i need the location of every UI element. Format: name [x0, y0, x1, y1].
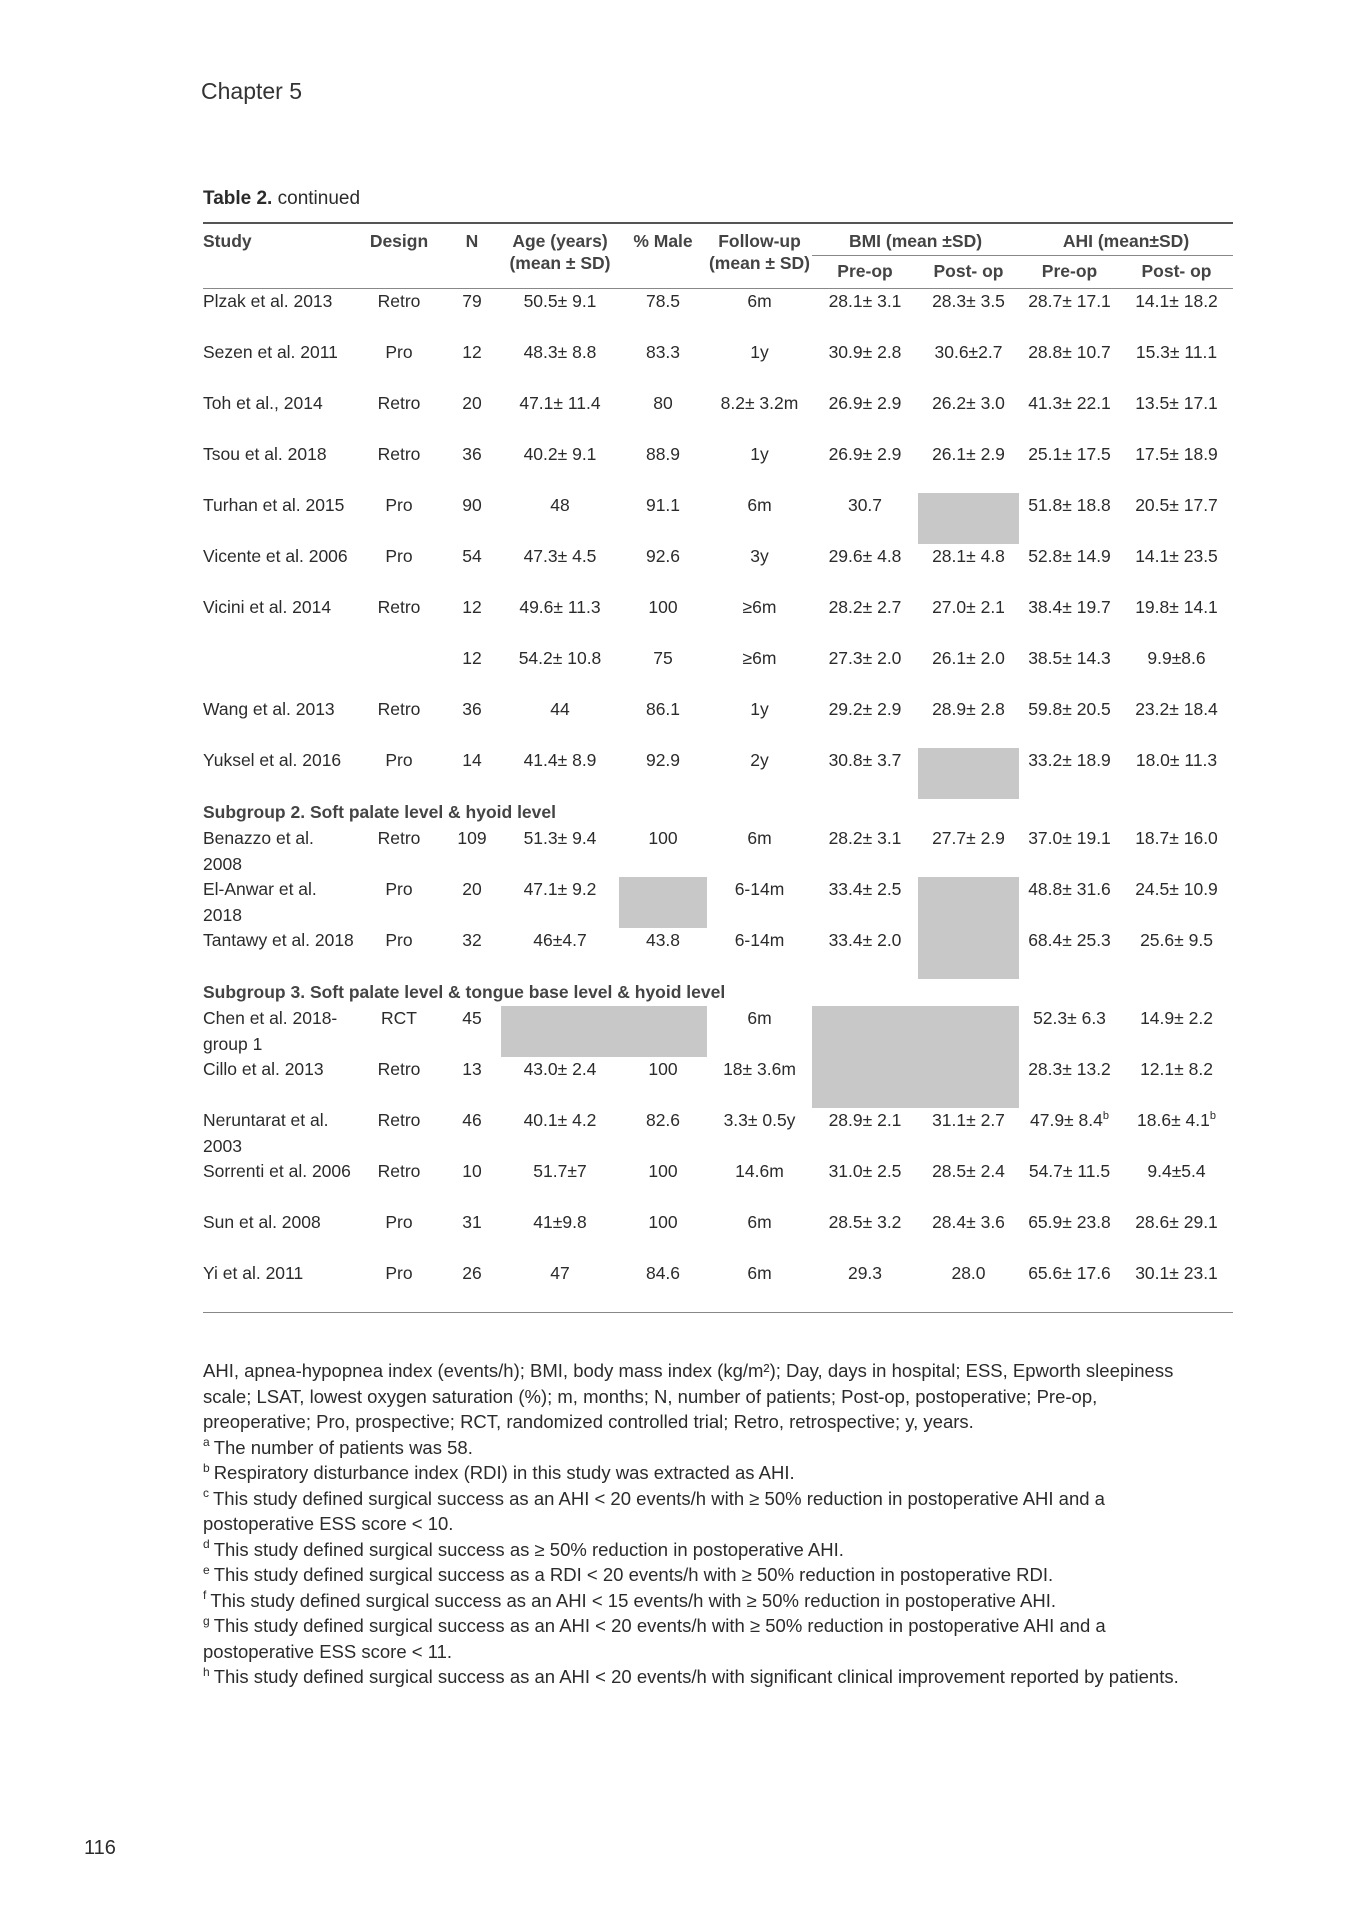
cell-ahi-pre: 52.3± 6.3 [1033, 1008, 1106, 1028]
cell-ahi-pre-value: 47.9± 8.4 [1030, 1110, 1103, 1130]
cell-ahi-post: 13.5± 17.1 [1135, 393, 1218, 413]
cell-n: 109 [457, 828, 487, 848]
footnote-mark: g [203, 1613, 210, 1628]
cell-study: Sun et al. 2008 [203, 1212, 321, 1232]
cell-bmi-post-missing [918, 1057, 1019, 1108]
cell-male: 82.6 [645, 1110, 681, 1130]
cell-ahi-pre: 41.3± 22.1 [1028, 393, 1111, 413]
cell-bmi-pre: 30.7 [847, 495, 883, 515]
table-row [203, 1108, 1233, 1159]
col-header-followup: Follow-up (mean ± SD) [707, 223, 812, 289]
cell-bmi-pre: 29.2± 2.9 [828, 699, 902, 719]
cell-followup: ≥6m [742, 597, 777, 617]
cell-male: 75 [653, 648, 673, 668]
cell-bmi-post: 31.1± 2.7 [932, 1110, 1005, 1130]
cell-followup: 6m [747, 291, 772, 311]
table-row [203, 928, 1233, 979]
cell-study: El-Anwar et al. 2018 [203, 879, 317, 925]
cell-ahi-pre: 38.5± 14.3 [1028, 648, 1111, 668]
col-header-bmi-post: Post- op [918, 256, 1019, 289]
cell-design: Retro [377, 828, 421, 848]
cell-design: Retro [377, 291, 421, 311]
cell-bmi-post: 28.3± 3.5 [932, 291, 1005, 311]
cell-ahi-pre: 38.4± 19.7 [1028, 597, 1111, 617]
table-row [203, 289, 1233, 341]
cell-n: 26 [443, 1261, 501, 1313]
footnote-item [203, 1588, 1193, 1614]
table-row [203, 1057, 1233, 1108]
cell-design: Retro [377, 1059, 421, 1079]
cell-n: 12 [462, 342, 482, 362]
table-row [203, 595, 1233, 646]
cell-bmi-pre: 26.9± 2.9 [828, 444, 902, 464]
cell-male: 92.6 [645, 546, 681, 566]
col-header-ahi-post: Post- op [1120, 256, 1233, 289]
cell-ahi-post: 19.8± 14.1 [1135, 597, 1218, 617]
cell-bmi-post: 28.9± 2.8 [932, 699, 1005, 719]
footnote-mark: d [203, 1537, 210, 1552]
cell-male: 86.1 [645, 699, 681, 719]
cell-ahi-post: 12.1± 8.2 [1140, 1059, 1213, 1079]
cell-followup: 1y [750, 342, 769, 362]
col-header-study: Study [203, 223, 355, 289]
col-header-n: N [443, 223, 501, 289]
cell-male-missing [619, 877, 707, 928]
table-row [203, 544, 1233, 595]
footnote-list [203, 1435, 1193, 1690]
cell-n: 36 [462, 444, 482, 464]
cell-followup: 3.3± 0.5y [723, 1110, 796, 1130]
cell-bmi-post-missing [918, 748, 1019, 799]
footnote-mark: c [203, 1486, 209, 1501]
cell-ahi-pre: 25.1± 17.5 [1028, 444, 1111, 464]
table-row [203, 1159, 1233, 1210]
cell-age: 51.7±7 [533, 1161, 587, 1181]
cell-male: 80 [653, 393, 673, 413]
cell-bmi-post-missing [918, 493, 1019, 544]
cell-ahi-pre: 59.8± 20.5 [1028, 699, 1111, 719]
cell-bmi-post: 27.0± 2.1 [932, 597, 1005, 617]
cell-ahi-pre: 28.7± 17.1 [1028, 291, 1111, 311]
cell-ahi-post: 18.0± 11.3 [1135, 750, 1218, 770]
cell-bmi-pre-missing [812, 1006, 918, 1057]
cell-ahi-post: 25.6± 9.5 [1140, 930, 1213, 950]
cell-study: Vicente et al. 2006 [203, 546, 348, 566]
cell-age: 48 [550, 495, 570, 515]
footnote-mark: e [203, 1562, 210, 1577]
cell-bmi-pre: 33.4± 2.0 [828, 930, 902, 950]
footnote-text: This study defined surgical success as ≥ 50% reduction in postoperative AHI. [213, 1538, 844, 1560]
cell-n: 14 [462, 750, 482, 770]
table-footnotes [203, 1358, 1193, 1690]
col-header-ahi: AHI (mean±SD) [1019, 223, 1233, 256]
cell-study: Sezen et al. 2011 [203, 342, 338, 362]
cell-followup: 3y [750, 546, 769, 566]
cell-study: Plzak et al. 2013 [203, 291, 333, 311]
cell-bmi-pre: 29.3 [812, 1261, 918, 1313]
cell-bmi-pre: 27.3± 2.0 [828, 648, 902, 668]
cell-age-missing [501, 1006, 619, 1057]
footnote-text: This study defined surgical success as an AHI < 15 events/h with ≥ 50% reduction in postoperative AHI. [210, 1589, 1057, 1611]
cell-design: Pro [385, 930, 413, 950]
cell-study: Yi et al. 2011 [203, 1261, 355, 1313]
cell-bmi-post: 30.6±2.7 [934, 342, 1003, 362]
footnote-text: This study defined surgical success as an AHI < 20 events/h with ≥ 50% reduction in postoperative AHI and a postoperative ESS score < 11. [203, 1615, 1106, 1662]
cell-male: 43.8 [645, 930, 681, 950]
cell-design: Retro [377, 699, 421, 719]
cell-age: 41±9.8 [533, 1212, 587, 1232]
table-body [203, 289, 1233, 1313]
chapter-heading: Chapter 5 [201, 78, 303, 104]
cell-followup: 6m [747, 1008, 772, 1028]
cell-n: 32 [462, 930, 482, 950]
cell-ahi-post: 9.9±8.6 [1147, 648, 1206, 668]
footnote-item [203, 1486, 1193, 1537]
cell-design [355, 646, 443, 697]
cell-n: 90 [462, 495, 482, 515]
cell-ahi-post: 15.3± 11.1 [1135, 342, 1218, 362]
cell-ahi-post: 18.7± 16.0 [1135, 828, 1218, 848]
cell-ahi-pre: 33.2± 18.9 [1028, 750, 1111, 770]
cell-design: Pro [385, 495, 413, 515]
abbreviations-note: AHI, apnea-hypopnea index (events/h); BMI, body mass index (kg/m²); Day, days in hospital; ESS, Epworth sleepiness scale; LSAT, lowest oxygen saturation (%); m, months; N, number of patients; Post-op, postoperative; Pre-op, preoperative; Pro, prospective; RCT, randomized controlled trial; Retro, retrospective; y, years. [203, 1360, 1174, 1432]
cell-n: 10 [462, 1161, 482, 1181]
results-table-container [203, 222, 1233, 1313]
cell-study: Yuksel et al. 2016 [203, 750, 342, 770]
cell-ahi-pre: 65.6± 17.6 [1019, 1261, 1120, 1313]
footnote-mark: h [203, 1664, 210, 1679]
cell-male: 78.5 [645, 291, 681, 311]
cell-bmi-pre: 28.1± 3.1 [828, 291, 902, 311]
cell-ahi-pre: 68.4± 25.3 [1028, 930, 1111, 950]
cell-ahi-post: 14.1± 23.5 [1135, 546, 1218, 566]
cell-bmi-post: 27.7± 2.9 [932, 828, 1005, 848]
results-table [203, 222, 1233, 1313]
cell-design: Pro [385, 750, 413, 770]
cell-ahi-pre: 28.8± 10.7 [1028, 342, 1111, 362]
footnote-text: This study defined surgical success as a RDI < 20 events/h with ≥ 50% reduction in postoperative RDI. [213, 1564, 1054, 1585]
col-header-design: Design [355, 223, 443, 289]
col-header-age: Age (years) (mean ± SD) [501, 223, 619, 289]
table-row [203, 697, 1233, 748]
cell-study: Benazzo et al. 2008 [203, 828, 314, 874]
cell-followup: 6-14m [734, 879, 785, 899]
cell-age: 43.0± 2.4 [523, 1059, 597, 1079]
table-row [203, 1006, 1233, 1057]
cell-n: 79 [462, 291, 482, 311]
footnote-item [203, 1613, 1193, 1664]
cell-followup: 14.6m [735, 1161, 784, 1181]
table-caption-label: Table 2. [203, 188, 273, 209]
cell-design: Pro [385, 342, 413, 362]
cell-followup: 6m [747, 1212, 772, 1232]
cell-design: Retro [377, 444, 421, 464]
cell-age: 54.2± 10.8 [518, 648, 602, 668]
cell-bmi-pre: 28.2± 2.7 [828, 597, 902, 617]
subgroup-row [203, 979, 1233, 1006]
cell-bmi-post: 26.1± 2.9 [932, 444, 1005, 464]
cell-study [203, 646, 355, 697]
table-row [203, 493, 1233, 544]
footnote-mark: b [203, 1460, 210, 1475]
footnote-text: This study defined surgical success as an AHI < 20 events/h with ≥ 50% reduction in postoperative AHI and a postoperative ESS score < 10. [203, 1487, 1105, 1534]
cell-ahi-pre: 52.8± 14.9 [1028, 546, 1111, 566]
cell-age: 50.5± 9.1 [523, 291, 597, 311]
cell-design: RCT [381, 1008, 417, 1028]
cell-male: 83.3 [645, 342, 681, 362]
table-row [203, 442, 1233, 493]
cell-age: 49.6± 11.3 [519, 597, 601, 617]
cell-followup: 1y [750, 444, 769, 464]
cell-age: 47.3± 4.5 [523, 546, 597, 566]
subgroup-row [203, 799, 1233, 826]
cell-study: Vicini et al. 2014 [203, 597, 332, 617]
cell-male: 88.9 [645, 444, 681, 464]
page-number: 116 [84, 1837, 116, 1859]
cell-study: Tantawy et al. 2018 [203, 930, 354, 950]
cell-age: 44 [550, 699, 570, 719]
table-row [203, 748, 1233, 799]
subgroup-label: Subgroup 3. Soft palate level & tongue base level & hyoid level [203, 982, 726, 1002]
cell-age: 47 [501, 1261, 619, 1313]
cell-n: 12 [462, 648, 482, 668]
cell-bmi-post-missing [918, 928, 1019, 979]
cell-male-missing [619, 1006, 707, 1057]
table-row [203, 340, 1233, 391]
cell-design: Pro [355, 1261, 443, 1313]
cell-n: 13 [462, 1059, 482, 1079]
cell-age: 46±4.7 [533, 930, 587, 950]
cell-ahi-post-value: 18.6± 4.1 [1137, 1110, 1210, 1130]
cell-age: 48.3± 8.8 [523, 342, 597, 362]
cell-bmi-pre: 30.8± 3.7 [828, 750, 902, 770]
cell-ahi-post: 14.9± 2.2 [1140, 1008, 1213, 1028]
cell-bmi-post-missing [918, 877, 1019, 928]
cell-age: 47.1± 11.4 [519, 393, 601, 413]
cell-bmi-pre: 31.0± 2.5 [828, 1161, 902, 1181]
cell-n: 36 [462, 699, 482, 719]
cell-bmi-pre: 29.6± 4.8 [828, 546, 902, 566]
cell-ahi-pre [1019, 1108, 1120, 1159]
cell-ahi-post: 9.4±5.4 [1147, 1161, 1206, 1181]
cell-design: Retro [377, 1110, 421, 1130]
cell-followup: ≥6m [742, 648, 777, 668]
cell-study: Neruntarat et al. 2003 [203, 1110, 329, 1156]
table-caption [203, 188, 360, 210]
cell-ahi-pre: 65.9± 23.8 [1028, 1212, 1111, 1232]
cell-ahi-post: 30.1± 23.1 [1120, 1261, 1233, 1313]
cell-age: 40.2± 9.1 [523, 444, 597, 464]
cell-bmi-pre: 33.4± 2.5 [828, 879, 902, 899]
cell-bmi-post: 26.1± 2.0 [932, 648, 1005, 668]
cell-bmi-post: 28.0 [918, 1261, 1019, 1313]
footnote-item [203, 1664, 1193, 1690]
table-row [203, 826, 1233, 877]
cell-bmi-post-missing [918, 1006, 1019, 1057]
cell-followup: 8.2± 3.2m [720, 393, 799, 413]
cell-bmi-pre: 28.9± 2.1 [828, 1110, 902, 1130]
footnote-mark: a [203, 1435, 210, 1450]
cell-ahi-post: 20.5± 17.7 [1135, 495, 1218, 515]
footnote-mark: f [203, 1588, 207, 1603]
cell-ahi-pre: 48.8± 31.6 [1028, 879, 1111, 899]
table-row [203, 646, 1233, 697]
cell-n: 20 [462, 879, 482, 899]
cell-bmi-post: 28.1± 4.8 [932, 546, 1005, 566]
col-header-male: % Male [619, 223, 707, 289]
footnote-marker: b [1102, 1110, 1109, 1123]
cell-n: 31 [462, 1212, 482, 1232]
footnote-item [203, 1562, 1193, 1588]
cell-ahi-pre: 54.7± 11.5 [1028, 1161, 1111, 1181]
cell-n: 20 [462, 393, 482, 413]
cell-male: 100 [648, 1059, 678, 1079]
footnote-text: This study defined surgical success as an AHI < 20 events/h with significant clinical improvement reported by patients. [213, 1666, 1179, 1687]
cell-age: 40.1± 4.2 [523, 1110, 597, 1130]
cell-n: 46 [462, 1110, 482, 1130]
cell-study: Wang et al. 2013 [203, 699, 335, 719]
cell-male: 84.6 [619, 1261, 707, 1313]
cell-bmi-pre: 30.9± 2.8 [828, 342, 902, 362]
cell-design: Retro [377, 393, 421, 413]
cell-ahi-post [1120, 1108, 1233, 1159]
cell-age: 51.3± 9.4 [523, 828, 597, 848]
cell-bmi-pre: 28.5± 3.2 [828, 1212, 902, 1232]
table-row [203, 877, 1233, 928]
cell-male: 100 [648, 1161, 678, 1181]
table-row [203, 1261, 1233, 1313]
footnote-text: Respiratory disturbance index (RDI) in this study was extracted as AHI. [213, 1462, 795, 1483]
cell-followup: 6m [747, 828, 772, 848]
cell-study: Sorrenti et al. 2006 [203, 1161, 351, 1181]
table-row [203, 1210, 1233, 1261]
cell-bmi-pre-missing [812, 1057, 918, 1108]
cell-ahi-pre: 37.0± 19.1 [1028, 828, 1111, 848]
cell-age: 47.1± 9.2 [523, 879, 597, 899]
footnote-item [203, 1537, 1193, 1563]
cell-bmi-post: 28.4± 3.6 [932, 1212, 1005, 1232]
cell-study: Toh et al., 2014 [203, 393, 323, 413]
cell-study: Tsou et al. 2018 [203, 444, 327, 464]
footnote-marker: b [1209, 1110, 1216, 1123]
cell-design: Pro [385, 1212, 413, 1232]
cell-design: Pro [385, 879, 413, 899]
cell-followup: 18± 3.6m [723, 1059, 796, 1079]
cell-ahi-post: 17.5± 18.9 [1135, 444, 1218, 464]
cell-bmi-pre: 26.9± 2.9 [828, 393, 902, 413]
cell-followup: 2y [750, 750, 769, 770]
footnote-item [203, 1460, 1193, 1486]
cell-study: Cillo et al. 2013 [203, 1059, 324, 1079]
col-header-bmi: BMI (mean ±SD) [812, 223, 1019, 256]
cell-ahi-post: 14.1± 18.2 [1135, 291, 1218, 311]
cell-ahi-pre: 28.3± 13.2 [1028, 1059, 1111, 1079]
cell-bmi-post: 28.5± 2.4 [932, 1161, 1005, 1181]
cell-male: 100 [648, 597, 678, 617]
col-header-ahi-pre: Pre-op [1019, 256, 1120, 289]
cell-followup: 6m [747, 495, 772, 515]
cell-ahi-post: 24.5± 10.9 [1135, 879, 1218, 899]
cell-design: Retro [377, 1161, 421, 1181]
cell-n: 45 [462, 1008, 482, 1028]
cell-male: 100 [648, 1212, 678, 1232]
cell-male: 100 [648, 828, 678, 848]
cell-design: Retro [377, 597, 421, 617]
cell-followup: 6-14m [734, 930, 785, 950]
cell-ahi-post: 28.6± 29.1 [1135, 1212, 1218, 1232]
subgroup-label: Subgroup 2. Soft palate level & hyoid level [203, 802, 556, 822]
cell-followup: 6m [707, 1261, 812, 1313]
cell-n: 54 [462, 546, 482, 566]
cell-bmi-post: 26.2± 3.0 [932, 393, 1005, 413]
cell-age: 41.4± 8.9 [523, 750, 597, 770]
footnote-item [203, 1435, 1193, 1461]
cell-design: Pro [385, 546, 413, 566]
col-header-bmi-pre: Pre-op [812, 256, 918, 289]
cell-ahi-pre: 51.8± 18.8 [1028, 495, 1111, 515]
cell-study: Turhan et al. 2015 [203, 495, 345, 515]
cell-bmi-pre: 28.2± 3.1 [828, 828, 902, 848]
table-row [203, 391, 1233, 442]
cell-study: Chen et al. 2018-group 1 [203, 1008, 338, 1054]
cell-male: 92.9 [645, 750, 681, 770]
cell-n: 12 [462, 597, 482, 617]
cell-ahi-post: 23.2± 18.4 [1135, 699, 1218, 719]
cell-male: 91.1 [645, 495, 681, 515]
table-caption-text: continued [272, 188, 361, 209]
footnote-text: The number of patients was 58. [213, 1436, 473, 1458]
cell-followup: 1y [750, 699, 769, 719]
